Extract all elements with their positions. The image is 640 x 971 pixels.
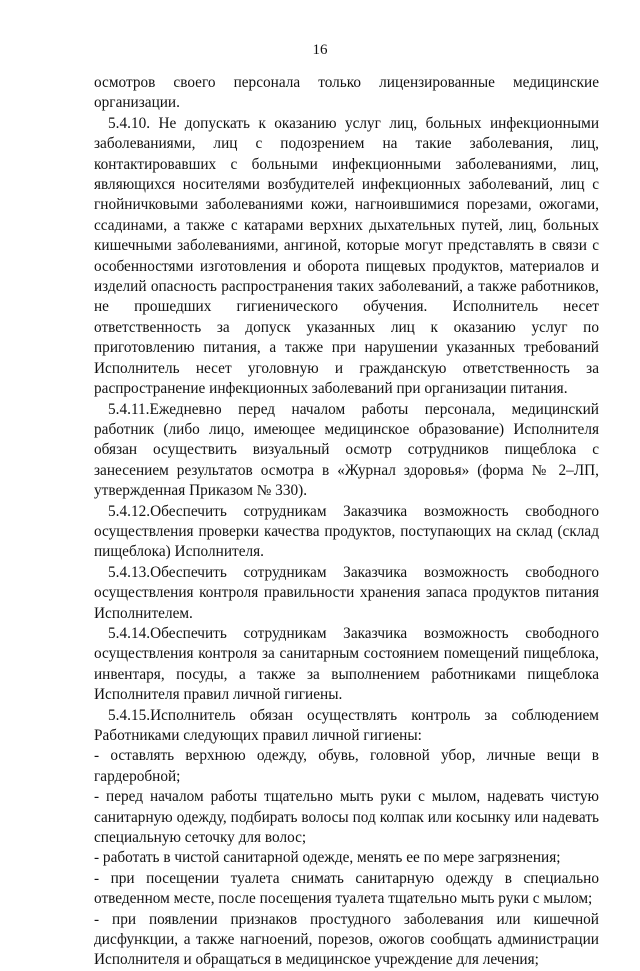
bullet-first-line: - при посещении туалета снимать санитарную одежду в специально <box>94 869 599 887</box>
bullet-rest: дисфункции, а также нагноений, порезов, ожогов сообщать администрации Исполнителя и обращаться в медицинское учреждение для лечения; <box>94 931 599 969</box>
bullet-first-line: - работать в чистой санитарной одежде, менять ее по мере загрязнения; <box>94 849 561 867</box>
bullet-item-clothes <box>94 746 599 787</box>
bullet-item-handwash <box>94 787 599 848</box>
bullet-rest: гардеробной; <box>94 767 181 785</box>
paragraph-continuation: осмотров своего персонала только лицензированные медицинские организации. <box>94 74 599 112</box>
bullet-first-line: - оставлять верхнюю одежду, обувь, головной убор, личные вещи в <box>94 747 599 765</box>
paragraph-5-4-11: 5.4.11.Ежедневно перед началом работы персонала, медицинский работник (либо лицо, имеющее медицинское образование) Исполнителя обязан осуществить визуальный осмотр сотрудников пищеблока с занесением результатов осмотра в «Журнал здоровья» (форма № 2–ЛП, утвержденная Приказом № 330). <box>94 400 599 500</box>
bullet-first-line: - при появлении признаков простудного заболевания или кишечной <box>94 910 599 928</box>
paragraph-5-4-15: 5.4.15.Исполнитель обязан осуществлять контроль за соблюдением Работниками следующих правил личной гигиены: <box>94 706 599 744</box>
bullet-item-clean-clothing <box>94 848 599 868</box>
page-number: 16 <box>312 42 328 58</box>
document-body <box>94 73 599 971</box>
bullet-item-toilet <box>94 869 599 910</box>
bullet-rest: санитарную одежду, подбирать волосы под колпак или косынку или надевать специальную сеточку для волос; <box>94 808 599 847</box>
paragraph-5-4-14: 5.4.14.Обеспечить сотрудникам Заказчика возможность свободного осуществления контроля за санитарным состоянием помещений пищеблока, инвентаря, посуды, а также за выполнением работниками пищеблока Исполнителя правил личной гигиены. <box>94 624 599 704</box>
bullet-item-illness <box>94 910 599 971</box>
paragraph-5-4-13: 5.4.13.Обеспечить сотрудникам Заказчика возможность свободного осуществления контроля правильности хранения запаса продуктов питания Исполнителем. <box>94 563 599 622</box>
bullet-rest: отведенном месте, после посещения туалета тщательно мыть руки с мылом; <box>94 890 593 908</box>
paragraph-5-4-10: 5.4.10. Не допускать к оказанию услуг лиц, больных инфекционными заболеваниями, лиц с подозрением на такие заболевания, лиц, контактировавших с больными инфекционными заболеваниями, лиц, являющихся носителями возбудителей инфекционных заболеваний, лиц с гнойничковыми заболеваниями кожи, нагноившимися порезами, ожогами, ссадинами, а также с катарами верхних дыхательных путей, лиц, больных кишечными заболеваниями, ангиной, которые могут представлять в связи с особенностями изготовления и оборота пищевых продуктов, материалов и изделий опасность распространения таких заболеваний, а также работников, не прошедших гигиенического обучения. Исполнитель несет ответственность за допуск указанных лиц к оказанию услуг по приготовлению питания, а также при нарушении указанных требований Исполнитель несет уголовную и гражданскую ответственность за распространение инфекционных заболеваний при организации питания. <box>94 114 599 398</box>
paragraph-5-4-12: 5.4.12.Обеспечить сотрудникам Заказчика возможность свободного осуществления проверки качества продуктов, поступающих на склад (склад пищеблока) Исполнителя. <box>94 502 599 561</box>
bullet-first-line: - перед началом работы тщательно мыть руки с мылом, надевать чистую <box>94 788 599 806</box>
